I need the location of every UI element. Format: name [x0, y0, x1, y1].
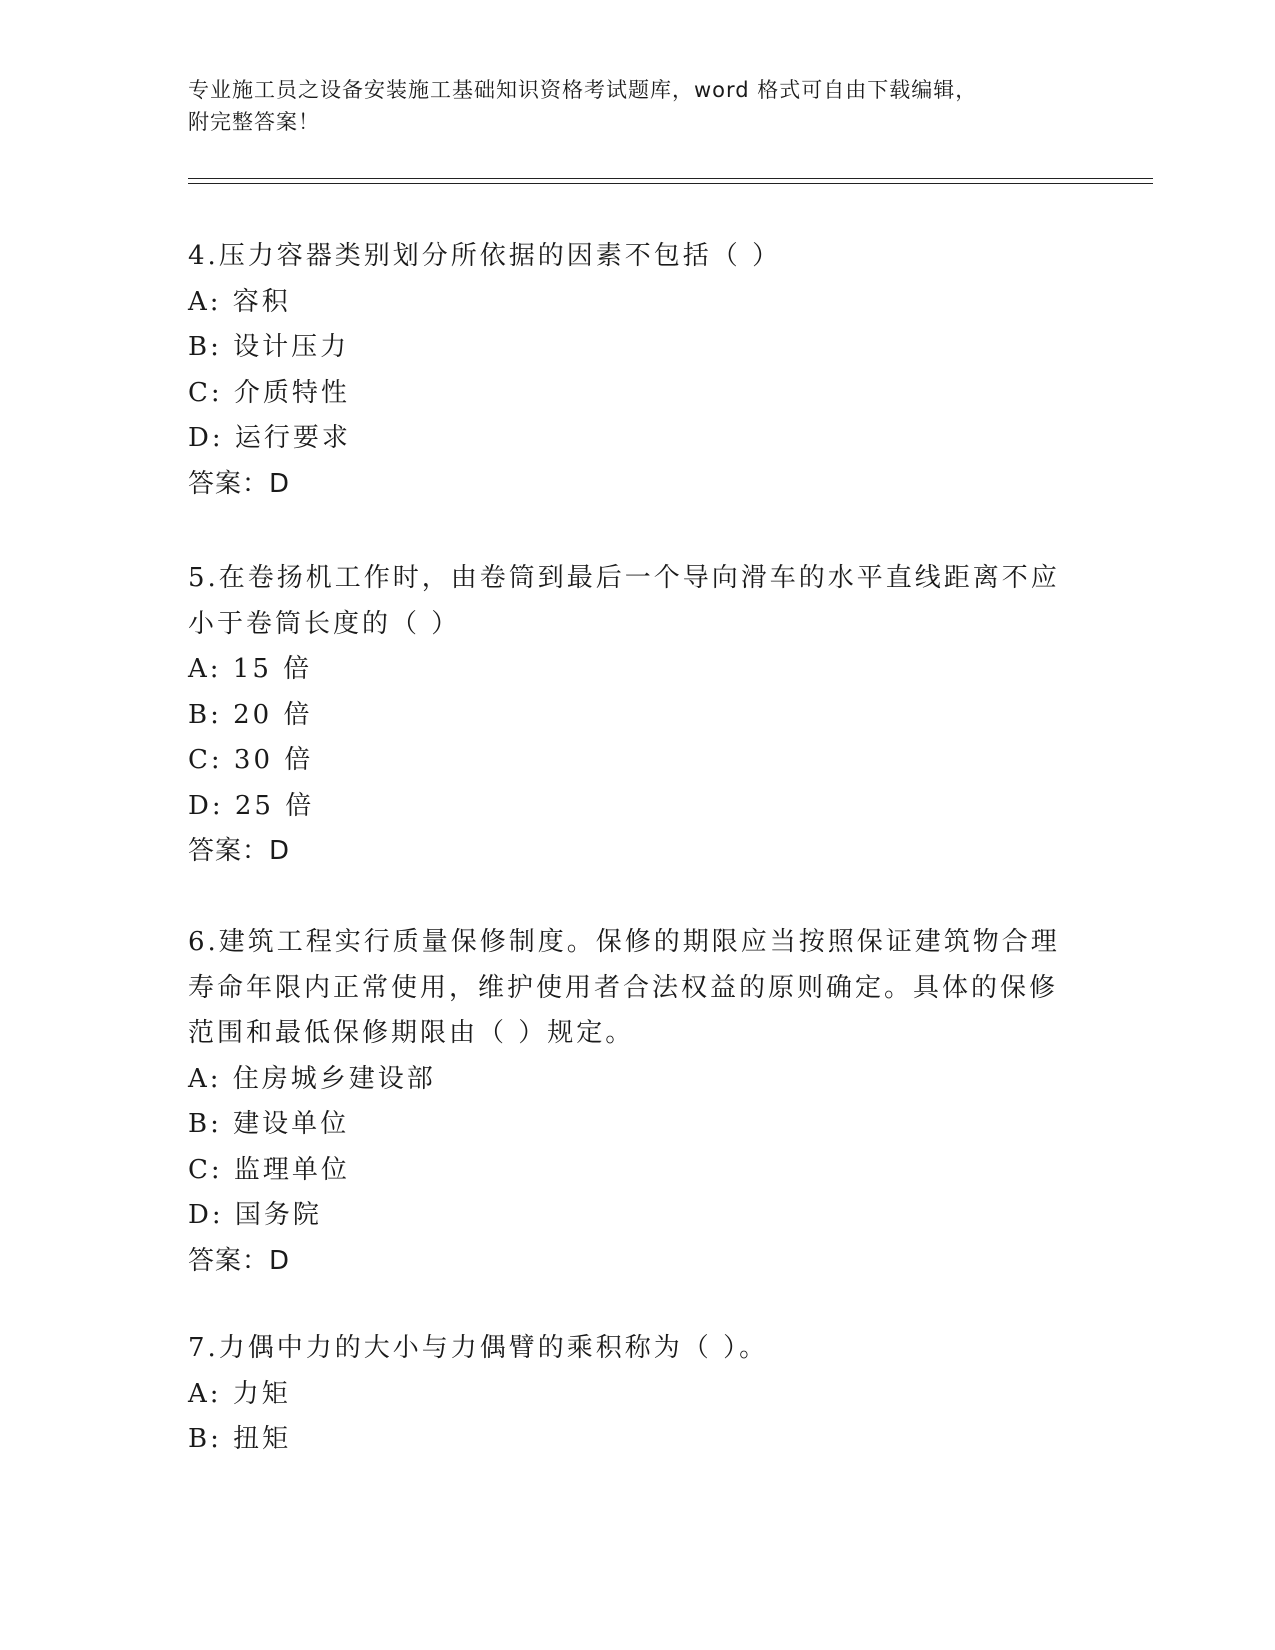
question-7: [188, 1326, 1068, 1463]
option-b: B: 建设单位: [188, 1109, 350, 1139]
option-c: C: 30 倍: [188, 745, 314, 775]
answer-line: 答案：D: [188, 836, 291, 866]
option-b: B: 20 倍: [188, 699, 313, 730]
option-a: A: 15 倍: [188, 654, 313, 684]
header-divider-top: [188, 178, 1153, 179]
option-a: A: 力矩: [188, 1378, 291, 1409]
question-5: [188, 556, 1068, 875]
question-4: [188, 234, 1068, 507]
header-line-2: 附完整答案！: [188, 110, 320, 134]
option-d: D: 25 倍: [188, 790, 315, 821]
question-6: [188, 920, 1068, 1284]
question-stem: 7.力偶中力的大小与力偶臂的乘积称为（ ）。: [188, 1333, 769, 1363]
option-c: C: 介质特性: [188, 377, 350, 408]
question-stem-line-1: 6.建筑工程实行质量保修制度。保修的期限应当按照保证建筑物合理: [188, 927, 1060, 957]
question-stem-line-2: 寿命年限内正常使用，维护使用者合法权益的原则确定。具体的保修: [188, 972, 1059, 1003]
option-a: A: 容积: [188, 286, 291, 317]
option-b: B: 设计压力: [188, 332, 350, 362]
option-d: D: 运行要求: [188, 423, 351, 453]
answer-line: 答案：D: [188, 1245, 291, 1276]
question-stem-line-2: 小于卷筒长度的（ ）: [188, 608, 461, 639]
question-stem-line-1: 5.在卷扬机工作时，由卷筒到最后一个导向滑车的水平直线距离不应: [188, 563, 1060, 593]
question-stem: 4.压力容器类别划分所依据的因素不包括（ ）: [188, 241, 782, 271]
answer-line: 答案：D: [188, 468, 291, 499]
question-stem-line-3: 范围和最低保修期限由（ ）规定。: [188, 1018, 635, 1048]
header-divider-bottom: [188, 183, 1153, 184]
option-b: B: 扭矩: [188, 1424, 292, 1454]
option-a: A: 住房城乡建设部: [188, 1063, 436, 1094]
option-c: C: 监理单位: [188, 1154, 350, 1185]
header-line-1: 专业施工员之设备安装施工基础知识资格考试题库，word 格式可自由下载编辑，: [188, 78, 978, 102]
document-header: [188, 74, 1068, 138]
option-d: D: 国务院: [188, 1200, 322, 1230]
